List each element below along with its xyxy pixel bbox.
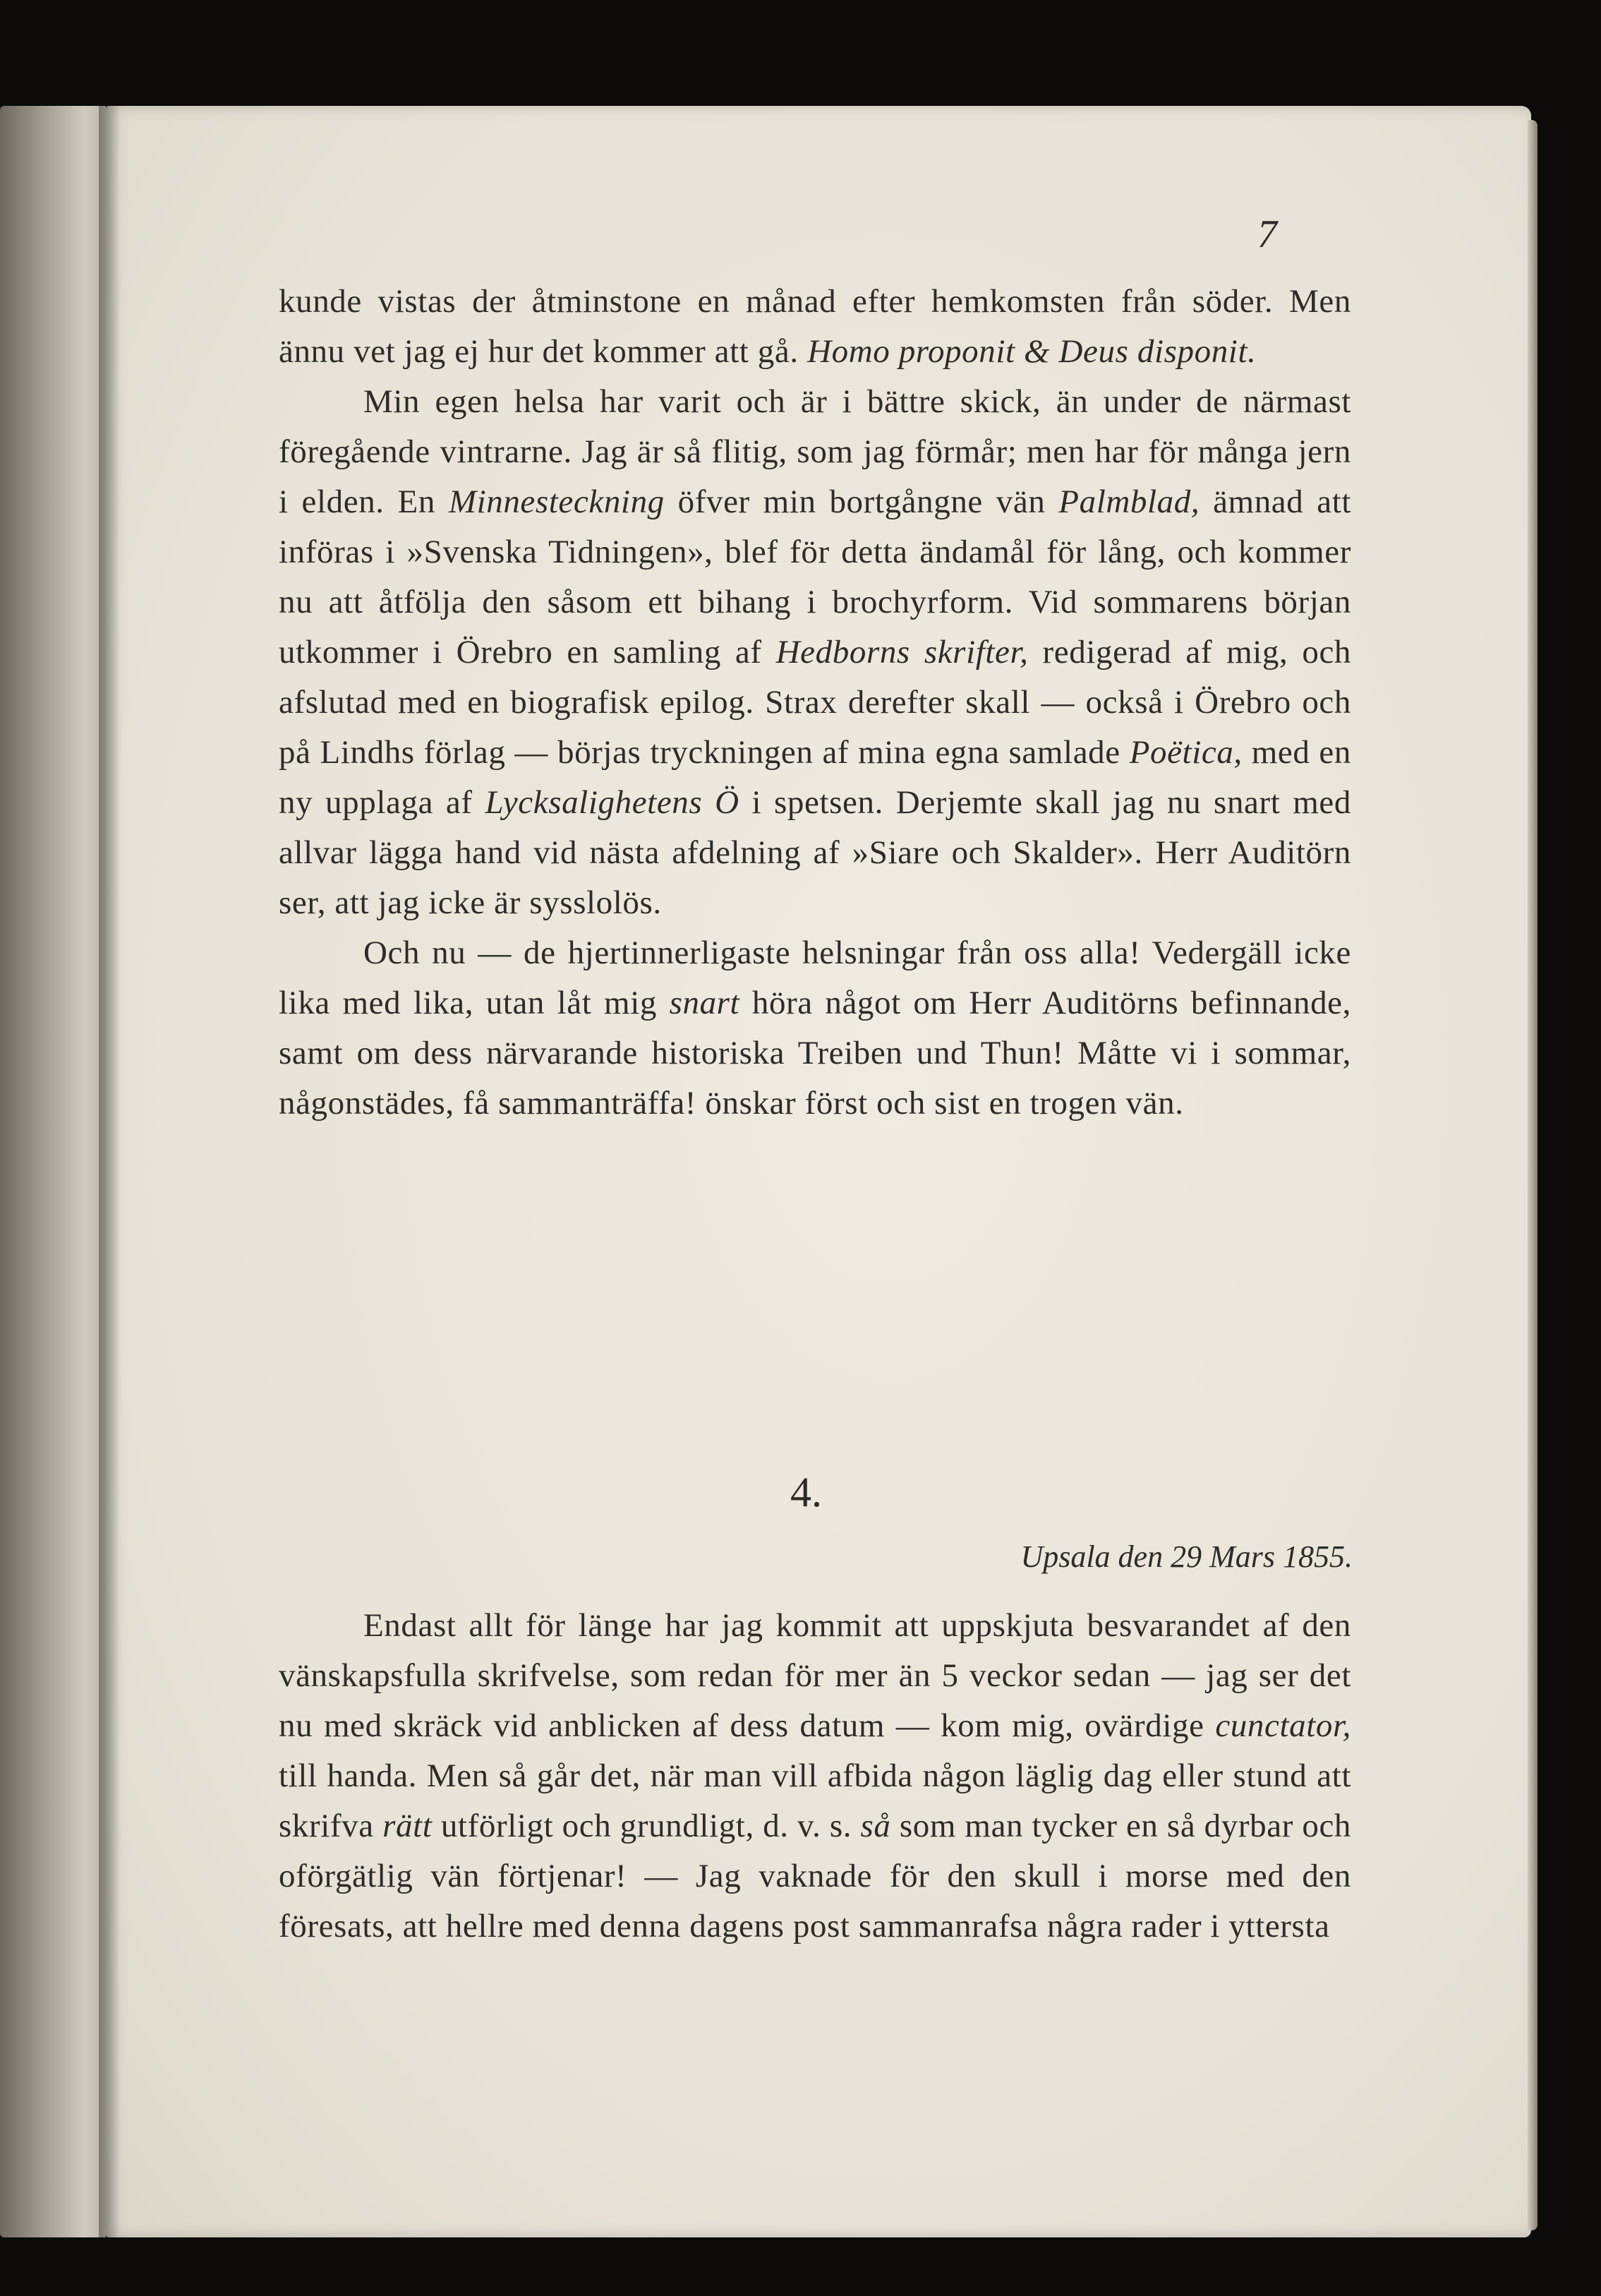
- gutter-shadow: [99, 106, 120, 2237]
- paragraph: Endast allt för länge har jag kommit att uppskjuta besvarandet af den vänskapsfulla skrifvelse, som redan för mer än 5 veckor sedan — jag ser det nu med skräck vid anblicken af dess datum — kom mig, ovärdige cunctator, till handa. Men så går det, när man vill afbida någon läglig dag eller stund att skrifva rätt utförligt och grundligt, d. v. s. så som man tycker en så dyrbar och oförgätlig vän förtjenar! — Jag vaknade för den skull i morse med den föresats, att hellre med denna dagens post sammanrafsa några rader i yttersta: [279, 1607, 1352, 1945]
- letter-text-block-1: [279, 277, 1351, 1129]
- paragraph: kunde vistas der åtminstone en månad efter hemkomsten från söder. Men ännu vet jag ej hur det kommer att gå. Homo proponit & Deus disponit.: [279, 283, 1351, 370]
- letter-number: 4.: [790, 1469, 822, 1515]
- letter-text-block-2: [279, 1601, 1351, 1952]
- paragraph: Och nu — de hjertinnerligaste helsningar från oss alla! Vedergäll icke lika med lika, utan låt mig snart höra något om Herr Auditörns befinnande, samt om dess närvarande historiska Treiben und Thun! Måtte vi i sommar, någonstädes, få sammanträffa! önskar först och sist en trogen vän.: [279, 934, 1351, 1122]
- previous-page-edge: [0, 106, 106, 2237]
- paragraph: Min egen helsa har varit och är i bättre skick, än under de närmast föregående vintrarne. Jag är så flitig, som jag förmår; men har för många jern i elden. En Minnesteckning öfver min bortgångne vän Palmblad, ämnad att införas i »Svenska Tidningen», blef för detta ändamål för lång, och kommer nu att åtfölja den såsom ett bihang i brochyrform. Vid sommarens början utkommer i Örebro en samling af Hedborns skrifter, redigerad af mig, och afslutad med en biografisk epilog. Strax derefter skall — också i Örebro och på Lindhs förlag — börjas tryckningen af mina egna samlade Poëtica, med en ny upplaga af Lycksalighetens Ö i spetsen. Derjemte skall jag nu snart med allvar lägga hand vid nästa afdelning af »Siare och Skalder». Herr Auditörn ser, att jag icke är sysslolös.: [279, 383, 1352, 921]
- dateline: Upsala den 29 Mars 1855.: [1020, 1539, 1353, 1574]
- page-right-edge: [1528, 120, 1537, 2230]
- page-number: 7: [1257, 212, 1277, 256]
